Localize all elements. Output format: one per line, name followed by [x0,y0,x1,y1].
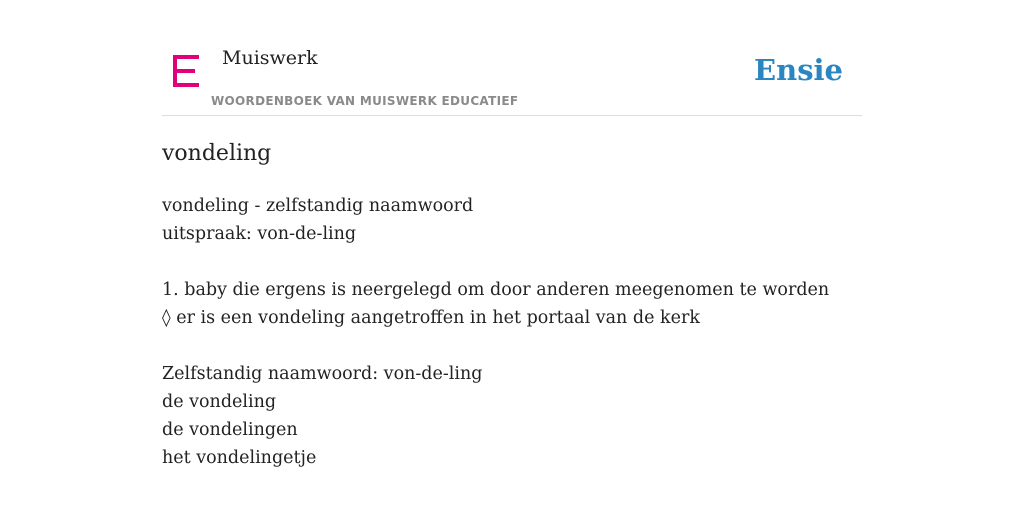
brand-subtitle: WOORDENBOEK VAN MUISWERK EDUCATIEF [211,94,519,108]
pronunciation-line: uitspraak: von-de-ling [162,224,357,244]
spacer [162,332,862,360]
grammar-heading: Zelfstandig naamwoord: von-de-ling [162,364,483,384]
example-line: ◊ er is een vondeling aangetroffen in het portaal van de kerk [162,308,700,328]
brand-logo-icon[interactable] [173,55,199,87]
definition-line: 1. baby die ergens is neergelegd om door anderen meegenomen te worden [162,280,830,300]
grammar-form: de vondelingen [162,420,298,440]
grammar-form: het vondelingetje [162,448,317,468]
spacer [162,248,862,276]
header-divider [162,115,862,116]
brand-name[interactable]: Muiswerk [222,47,318,69]
site-logo[interactable]: Ensie [754,53,843,87]
grammar-form: de vondeling [162,392,277,412]
entry-body [162,192,862,472]
word-class-line: vondeling - zelfstandig naamwoord [162,196,474,216]
entry-title: vondeling [162,141,272,166]
